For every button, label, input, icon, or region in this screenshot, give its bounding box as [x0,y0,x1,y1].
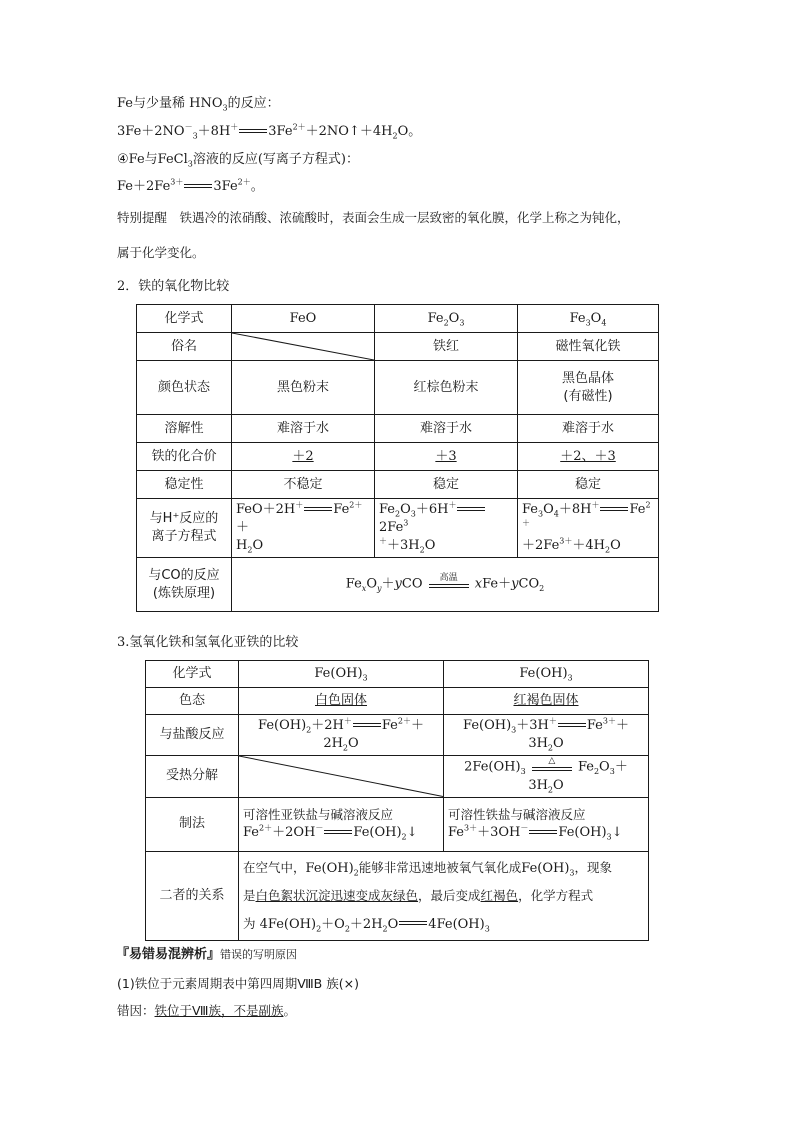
tag-subtitle: 错误的写明原因 [220,948,298,961]
condition-high-temp: 高温 [439,573,458,584]
equation-fe-hno3: $3Fe+2NO^-_3+8H^+$ $3Fe^{2+}+2NO↑+4H_2O$。 [117,122,422,141]
prep-desc: 可溶性铁盐与碱溶液反应 [448,807,586,822]
cell-feo-val: ＋2 [232,443,375,471]
eq-part: ＋8H [197,124,231,139]
cell-relation: 在空气中，$Fe(OH)_2$能够非常迅速地被氧气氧化成$Fe(OH)_3$，现象 是白色絮状沉淀迅速变成灰绿色，最后变成红褐色，化学方程式 为 $4Fe(OH)_2+O_2+2H_2O$ $4Fe(OH)_3$ [239,851,649,940]
cell-feo-sol: 难溶于水 [232,415,375,443]
cell-fe2o3-sol: 难溶于水 [375,415,518,443]
reason-end: 。 [283,1003,296,1018]
label-line2: 离子方程式 [151,529,217,544]
eq-part: Fe＋2Fe [117,179,171,194]
cell-fe3o4-color [518,361,659,415]
label-line1: 与H⁺反应的 [149,511,219,526]
row-stability: 稳定性 [137,471,232,499]
cell-fe2o3-name: 铁红 [375,333,518,361]
section-2-heading: 2．铁的氧化物比较 [117,279,230,294]
cell-fe3o4-val: ＋2、＋3 [518,443,659,471]
cell-fe2o3-color: 红棕色粉末 [375,361,518,415]
text-fecl3-a: ④Fe与FeCl [117,152,188,167]
equals-sign [183,182,213,192]
th2-feoh3: $Fe(OH)_3$ [444,661,649,688]
row2-relation: 二者的关系 [146,851,239,940]
prep-desc: 可溶性亚铁盐与碱溶液反应 [243,807,394,822]
cell-co-equation: $Fe_xO_y+yCO$ 高温 xFe＋yCO$_2$ [232,558,659,612]
cell-feo-stab: 不稳定 [232,471,375,499]
text-fe-hno3-a: Fe与少量稀 HNO [117,96,223,111]
text-fecl3-b: 溶液的反应(写离子方程式)： [192,152,360,167]
color-line1: 黑色晶体 [561,370,614,386]
eq-part: ＋2NO↑＋4H [305,124,393,139]
th-fe3o4: $Fe_3O_4$ [518,305,659,333]
diagonal-cell [232,333,375,361]
cell-feoh3-heat: $2Fe(OH)_3$ △ $Fe_2O_3+3H_2O$ [444,756,649,798]
row2-heat: 受热分解 [146,756,239,798]
eq-part: 3Fe＋2NO [117,124,185,139]
row2-prep: 制法 [146,797,239,851]
iron-oxides-table [136,304,659,612]
text-line-fe-hno3: Fe与少量稀 $HNO_3$的反应： [117,96,280,113]
mistake-reason-1 [117,1002,296,1020]
special-tip-cont: 属于化学变化。 [117,245,205,260]
row-valence: 铁的化合价 [137,443,232,471]
eq-part: 3Fe [213,179,238,194]
formula-text: Fe(OH) [314,666,363,681]
cell-feoh2-prep: 可溶性亚铁盐与碱溶液反应 $Fe^{2+}+2OH^-$ $Fe(OH)_2↓$ [239,797,444,851]
row2-color: 色态 [146,688,239,715]
cell-feoh3-color: 红褐色固体 [444,688,649,715]
cell-feoh3-acid: $Fe(OH)_3+3H^+$ $Fe^{3+}+3H_2O$ [444,715,649,756]
th2-formula: 化学式 [146,661,239,688]
text-fe-hno3-b: 的反应： [227,96,280,111]
eq-part: 3Fe [268,124,293,139]
row-solubility: 溶解性 [137,415,232,443]
easy-mistake-tag: 『易错易混辨析』错误的写明原因 [116,947,298,962]
row-h-reaction [137,499,232,558]
cell-fe3o4-h: $Fe_3O_4+8H^+$ $Fe^{2+}$ $+2Fe^{3+}+4H_2O$ [518,499,659,558]
cell-feoh2-acid: $Fe(OH)_2+2H^+$ $Fe^{2+}+2H_2O$ [239,715,444,756]
equals-sign [238,127,268,137]
text-line-fecl3: ④Fe与FeCl$_3$溶液的反应(写离子方程式)： [117,152,360,169]
diagonal-cell [239,756,444,798]
th2-feoh2: $Fe(OH)_3$ [239,661,444,688]
cell-fe3o4-name: 磁性氧化铁 [518,333,659,361]
th-formula: 化学式 [137,305,232,333]
eq-part: O。 [397,124,422,139]
cell-fe2o3-h: $Fe_2O_3+6H^+2Fe^3$ $^++3H_2O$ [375,499,518,558]
th-fe2o3: $Fe_2O_3$ [375,305,518,333]
row-color-state: 颜色状态 [137,361,232,415]
equation-fe-fecl3: $Fe+2Fe^{3+}$ $3Fe^{2+}$。 [117,177,264,194]
cell-feoh2-color: 白色固体 [239,688,444,715]
triangle-icon: △ [548,756,556,766]
label-line1: 与CO的反应 [148,567,220,583]
color-line2: (有磁性) [563,388,613,404]
th-feo: FeO [232,305,375,333]
cell-feo-h: FeO＋2H＋ $Fe^{2+}+$ $H_2O$ [232,499,375,558]
cell-fe2o3-stab: 稳定 [375,471,518,499]
reason-label: 错因： [117,1003,155,1018]
cell-fe2o3-val: ＋3 [375,443,518,471]
row-common-name: 俗名 [137,333,232,361]
iron-hydroxides-table [145,660,649,941]
row2-acid: 与盐酸反应 [146,715,239,756]
tag-title: 易错易混辨析 [129,947,208,962]
cell-fe3o4-stab: 稳定 [518,471,659,499]
mistake-item-1: (1)铁位于元素周期表中第四周期ⅧB 族(×) [117,976,359,991]
cell-feo-color: 黑色粉末 [232,361,375,415]
eq-part: 。 [250,179,264,194]
formula-text: Fe(OH) [519,666,568,681]
special-tip: 特别提醒 铁遇冷的浓硝酸、浓硫酸时，表面会生成一层致密的氧化膜，化学上称之为钝化， [117,210,630,225]
section-3-heading: 3.氢氧化铁和氢氧化亚铁的比较 [117,635,299,650]
row-co-reaction [137,558,232,612]
cell-fe3o4-sol: 难溶于水 [518,415,659,443]
cell-feoh3-prep: 可溶性铁盐与碱溶液反应 $Fe^{3+}+3OH^-$ $Fe(OH)_3↓$ [444,797,649,851]
label-line2: (炼铁原理) [152,585,216,601]
reason-text: 铁位于Ⅷ族，不是副族 [154,1003,284,1018]
